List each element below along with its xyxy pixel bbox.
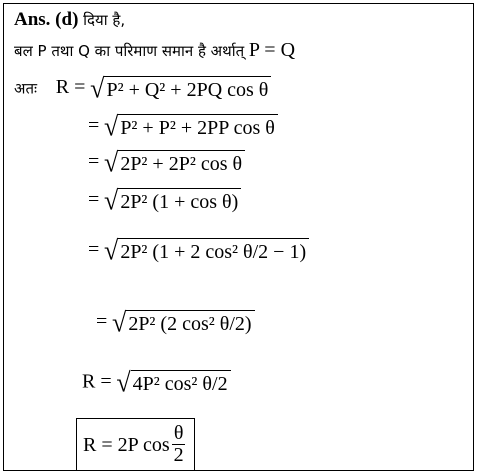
step-5-radicand: 2P² (1 + 2 cos² θ/2 − 1) [118, 238, 309, 264]
step-2-lhs: = [88, 114, 100, 137]
step-1-radical: √ P² + Q² + 2PQ cos θ [90, 76, 271, 102]
given-text: दिया है, [83, 11, 126, 29]
step-4-lhs: = [88, 188, 100, 211]
step-3-radical: √ 2P² + 2P² cos θ [104, 150, 245, 176]
answer-label: Ans. (d) [14, 9, 79, 30]
step-5 [88, 235, 309, 266]
step-1-lhs: R = [55, 76, 86, 99]
final-answer-box [76, 418, 195, 471]
step-3-radicand: 2P² + 2P² cos θ [118, 150, 245, 176]
step-2-radical: √ P² + P² + 2PP cos θ [104, 114, 278, 140]
final-denominator: 2 [173, 444, 184, 466]
step-3 [88, 147, 245, 178]
step-4-radicand: 2P² (1 + cos θ) [118, 188, 241, 214]
therefore-text: अतः [14, 79, 38, 98]
step-7-lhs: R = [82, 370, 112, 393]
step-6 [96, 307, 255, 338]
step-6-lhs: = [96, 310, 108, 333]
answer-header [14, 10, 125, 29]
statement-expr: P = Q [248, 39, 296, 61]
final-lhs: R = 2P cos [83, 433, 170, 456]
step-5-lhs: = [88, 238, 100, 261]
final-fraction [172, 423, 186, 466]
final-answer [76, 418, 195, 471]
step-4-radical: √ 2P² (1 + cos θ) [104, 188, 241, 214]
step-7-radicand: 4P² cos² θ/2 [131, 370, 231, 396]
step-6-radicand: 2P² (2 cos² θ/2) [126, 310, 254, 336]
step-2 [88, 111, 278, 142]
step-2-radicand: P² + P² + 2PP cos θ [118, 114, 278, 140]
statement-line [14, 40, 295, 60]
statement-text: बल P तथा Q का परिमाण समान है अर्थात् [14, 42, 245, 60]
step-1 [14, 73, 271, 104]
step-4 [88, 185, 241, 216]
step-3-lhs: = [88, 150, 100, 173]
step-1-radicand: P² + Q² + 2PQ cos θ [104, 76, 271, 102]
step-7-radical: √ 4P² cos² θ/2 [116, 370, 230, 396]
step-7 [82, 367, 231, 398]
step-6-radical: √ 2P² (2 cos² θ/2) [112, 310, 255, 336]
final-numerator: θ [173, 422, 184, 444]
step-5-radical: √ 2P² (1 + 2 cos² θ/2 − 1) [104, 238, 309, 264]
answer-box [3, 3, 474, 471]
